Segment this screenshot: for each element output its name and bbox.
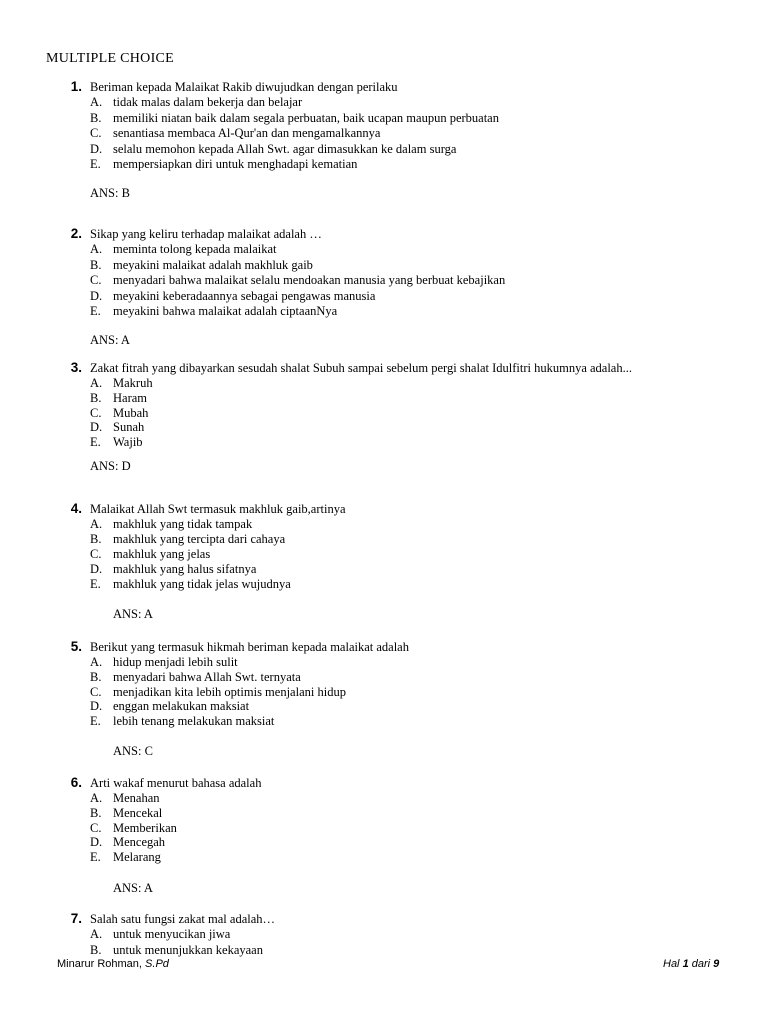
option-letter: B. (90, 257, 102, 272)
option-text: menyadari bahwa malaikat selalu mendoakan manusia yang berbuat kebajikan (113, 273, 506, 287)
option-text: makhluk yang tidak tampak (113, 517, 253, 531)
section-heading: MULTIPLE CHOICE (46, 51, 175, 66)
option-text: hidup menjadi lebih sulit (113, 655, 238, 669)
option-letter: D. (90, 288, 103, 303)
option-text: Memberikan (113, 820, 177, 835)
option-letter: B. (90, 110, 102, 125)
option-text: untuk menyucikan jiwa (113, 927, 231, 941)
option-text: Haram (113, 390, 148, 405)
option-text: menyadari bahwa Allah Swt. ternyata (113, 669, 301, 684)
option-letter: C. (90, 405, 102, 420)
question-number: 3. (70, 360, 82, 375)
option-letter: A. (90, 517, 103, 531)
option-letter: B. (90, 942, 102, 957)
option-text: selalu memohon kepada Allah Swt. agar dimasukkan ke dalam surga (113, 141, 457, 156)
answer-key-4: ANS: A (113, 607, 153, 621)
option-text: mempersiapkan diri untuk menghadapi kematian (113, 157, 358, 171)
option-text: tidak malas dalam bekerja dan belajar (113, 95, 303, 109)
option-letter: E. (90, 714, 101, 729)
option-letter: B. (90, 669, 102, 684)
option-text: Mubah (113, 405, 149, 420)
option-letter: A. (90, 927, 103, 941)
option-text: meyakini bahwa malaikat adalah ciptaanNya (113, 304, 338, 318)
option-letter: D. (90, 835, 103, 850)
option-letter: E. (90, 304, 101, 318)
option-letter: C. (90, 273, 102, 287)
page-current: 1 (682, 958, 689, 970)
option-letter: E. (90, 435, 101, 450)
question-text: Sikap yang keliru terhadap malaikat adalah … (90, 227, 322, 241)
option-letter: C. (90, 684, 102, 699)
option-letter: D. (90, 141, 103, 156)
option-text: Sunah (113, 420, 145, 435)
option-letter: E. (90, 850, 101, 865)
answer-key-3: ANS: D (90, 459, 131, 473)
question-text: Arti wakaf menurut bahasa adalah (90, 776, 262, 790)
answer-key-6: ANS: A (113, 881, 153, 895)
option-text: enggan melakukan maksiat (113, 699, 250, 714)
answer-key-1: ANS: B (90, 186, 130, 200)
page-prefix: Hal (663, 958, 680, 970)
option-letter: E. (90, 157, 101, 171)
option-letter: C. (90, 820, 102, 835)
option-text: Wajib (113, 435, 143, 450)
option-letter: D. (90, 699, 103, 714)
option-letter: B. (90, 805, 102, 820)
page-number (663, 958, 719, 970)
option-text: menjadikan kita lebih optimis menjalani hidup (113, 684, 346, 699)
option-text: Makruh (113, 376, 153, 390)
question-text: Salah satu fungsi zakat mal adalah… (90, 912, 276, 926)
option-text: meyakini keberadaannya sebagai pengawas manusia (113, 288, 376, 303)
option-letter: E. (90, 577, 101, 591)
author-name: Minarur Rohman, (57, 958, 142, 970)
option-text: makhluk yang tercipta dari cahaya (113, 532, 286, 546)
question-number: 7. (70, 911, 82, 926)
option-letter: A. (90, 791, 103, 805)
page-total: 9 (713, 958, 720, 970)
option-text: meminta tolong kepada malaikat (113, 242, 277, 256)
option-text: Menahan (113, 791, 160, 805)
option-letter: B. (90, 390, 102, 405)
question-text: Malaikat Allah Swt termasuk makhluk gaib,artinya (90, 502, 346, 516)
question-text: Beriman kepada Malaikat Rakib diwujudkan dengan perilaku (90, 80, 398, 94)
answer-key-5: ANS: C (113, 744, 153, 758)
option-text: makhluk yang halus sifatnya (113, 562, 257, 576)
option-text: senantiasa membaca Al-Qur'an dan mengamalkannya (113, 126, 381, 140)
question-number: 6. (70, 775, 82, 790)
option-text: memiliki niatan baik dalam segala perbuatan, baik ucapan maupun perbuatan (113, 110, 499, 125)
option-letter: C. (90, 547, 102, 561)
option-letter: C. (90, 126, 102, 140)
question-number: 1. (70, 79, 82, 94)
option-text: lebih tenang melakukan maksiat (113, 714, 275, 729)
question-number: 5. (70, 639, 82, 654)
page-separator: dari (691, 958, 711, 970)
question-number: 4. (70, 501, 82, 516)
option-text: Mencekal (113, 805, 163, 820)
question-text: Zakat fitrah yang dibayarkan sesudah shalat Subuh sampai sebelum pergi shalat Idulfitri hukumnya adalah... (90, 361, 632, 375)
option-letter: D. (90, 420, 103, 435)
option-text: Mencegah (113, 835, 166, 850)
option-letter: D. (90, 562, 103, 576)
option-text: makhluk yang jelas (113, 547, 211, 561)
option-letter: B. (90, 532, 102, 546)
question-text: Berikut yang termasuk hikmah beriman kepada malaikat adalah (90, 640, 409, 654)
option-letter: A. (90, 242, 103, 256)
option-text: makhluk yang tidak jelas wujudnya (113, 577, 291, 591)
author-degree: S.Pd (145, 958, 169, 970)
option-text: Melarang (113, 850, 161, 865)
option-letter: A. (90, 655, 103, 669)
answer-key-2: ANS: A (90, 333, 130, 347)
option-letter: A. (90, 376, 103, 390)
option-text: meyakini malaikat adalah makhluk gaib (113, 257, 313, 272)
option-text: untuk menunjukkan kekayaan (113, 942, 263, 957)
footer-author (57, 958, 169, 970)
option-letter: A. (90, 95, 103, 109)
question-number: 2. (70, 226, 82, 241)
